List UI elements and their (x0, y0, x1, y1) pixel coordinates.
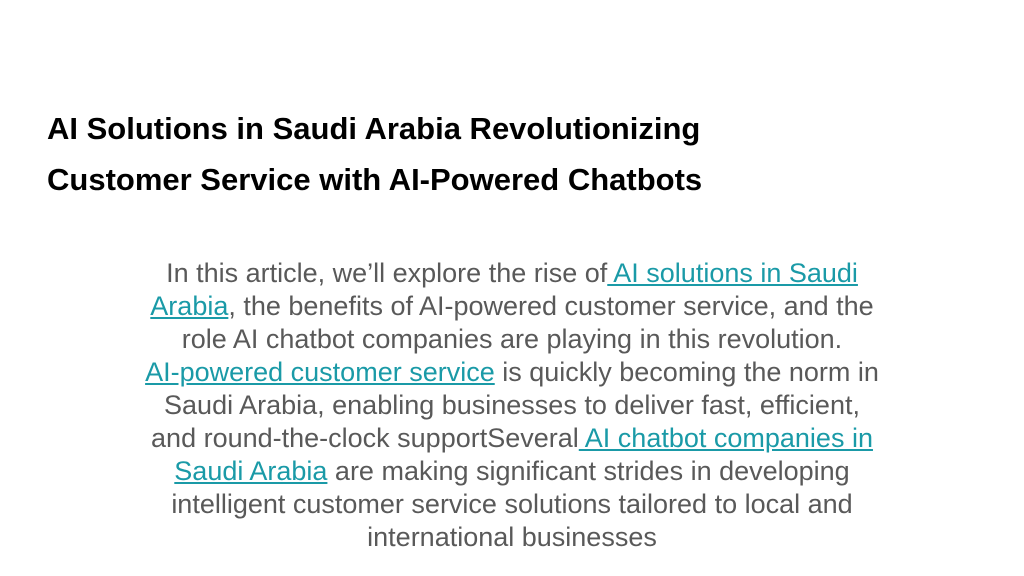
body-line-6 (20, 422, 1004, 455)
body-line-5 (20, 389, 1004, 422)
body-text: , the benefits of AI-powered customer service, and the (228, 291, 874, 321)
body-line-4 (20, 356, 1004, 389)
body-line-1 (20, 257, 1004, 290)
body-text: international businesses (367, 522, 657, 552)
body-text: role AI chatbot companies are playing in this revolution. (181, 324, 843, 354)
slide-title (47, 103, 947, 205)
body-text: intelligent customer service solutions tailored to local and (171, 489, 853, 519)
title-line-2: Customer Service with AI-Powered Chatbots (47, 162, 703, 197)
ai-solutions-saudi-link[interactable]: AI solutions in Saudi (607, 258, 858, 288)
body-line-9 (20, 521, 1004, 554)
body-text: and round-the-clock supportSeveral (151, 423, 579, 453)
ai-solutions-saudi-link-cont[interactable]: Arabia (150, 291, 229, 321)
body-line-2 (20, 290, 1004, 323)
ai-powered-customer-service-link[interactable]: AI-powered customer service (145, 357, 495, 387)
body-line-3 (20, 323, 1004, 356)
body-line-8 (20, 488, 1004, 521)
body-line-7 (20, 455, 1004, 488)
body-text: is quickly becoming the norm in (494, 357, 879, 387)
article-paragraph (20, 257, 1004, 554)
body-text: are making significant strides in developing (327, 456, 850, 486)
body-text: In this article, we’ll explore the rise of (166, 258, 608, 288)
body-text: Saudi Arabia, enabling businesses to deliver fast, efficient, (164, 390, 860, 420)
ai-chatbot-companies-link-cont[interactable]: Saudi Arabia (174, 456, 328, 486)
ai-chatbot-companies-link[interactable]: AI chatbot companies in (578, 423, 873, 453)
title-line-1: AI Solutions in Saudi Arabia Revolutionizing (47, 111, 701, 146)
